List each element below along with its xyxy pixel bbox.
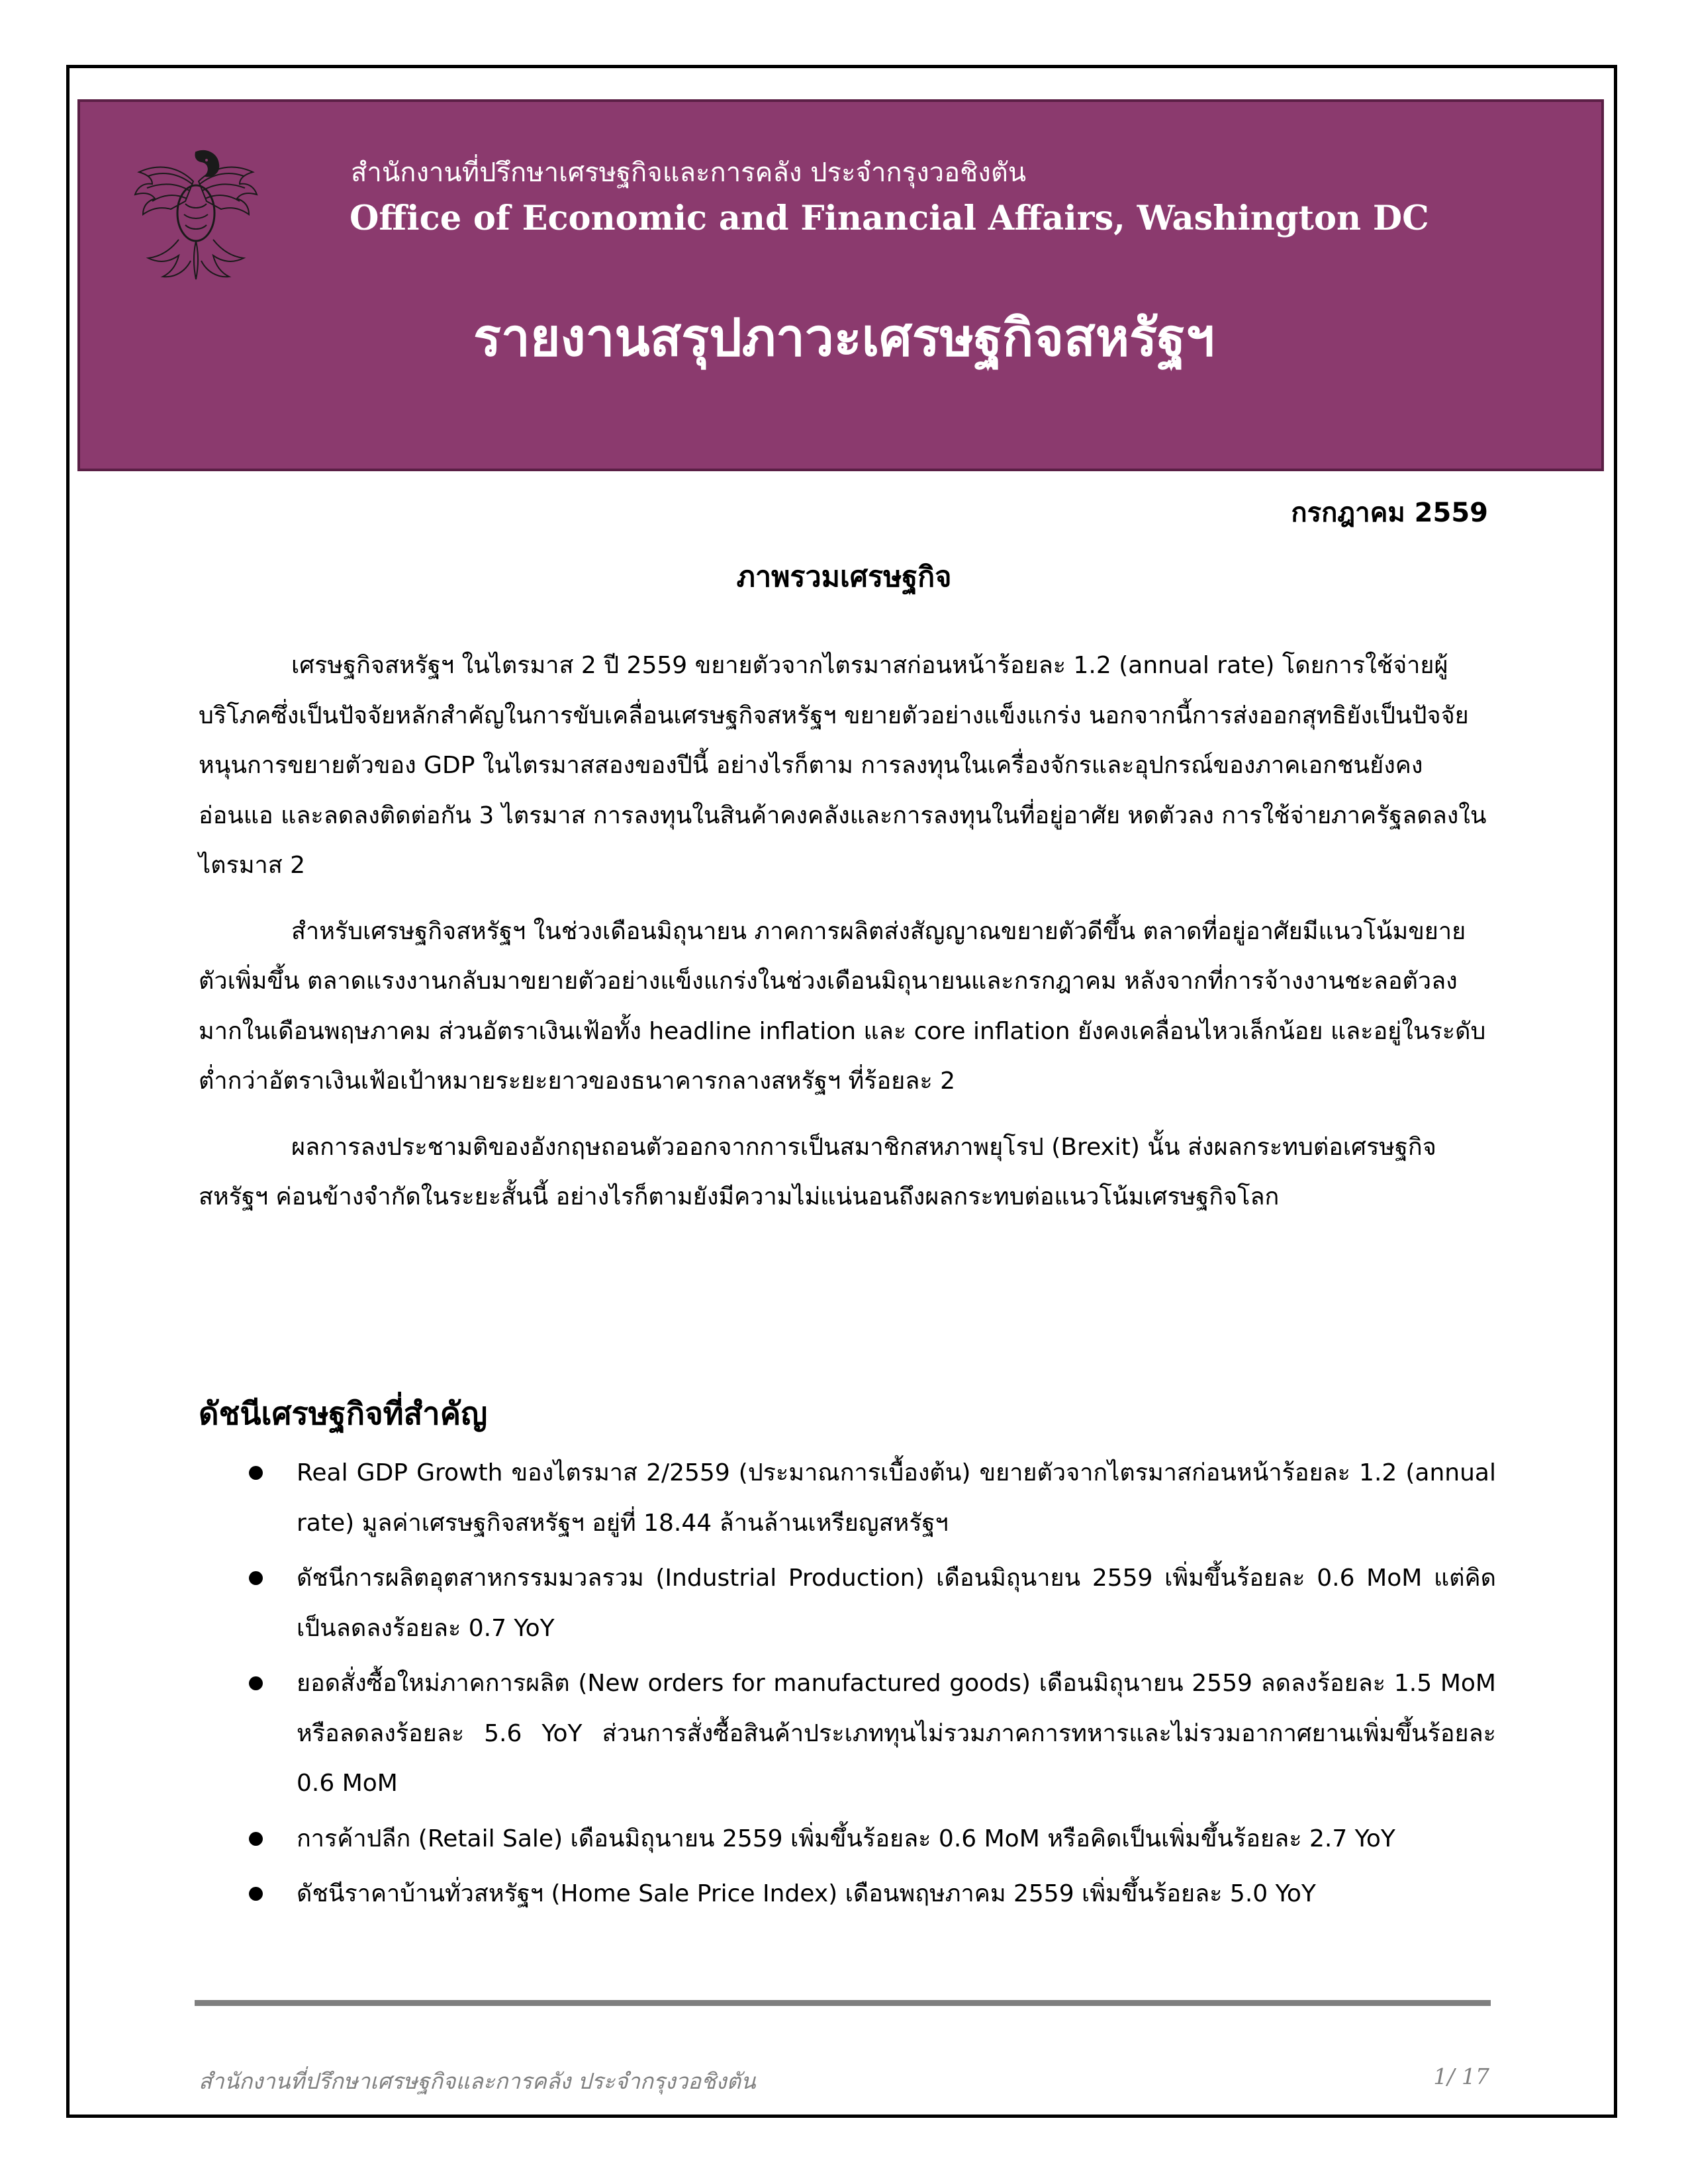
report-date: กรกฎาคม 2559 <box>1291 498 1488 528</box>
report-title: รายงานสรุปภาวะเศรษฐกิจสหรัฐฯ <box>473 308 1215 368</box>
indicator-text: ดัชนีราคาบ้านทั่วสหรัฐฯ (Home Sale Price Index) เดือนพฤษภาคม 2559 เพิ่มขึ้นร้อยละ 5.0 YoY <box>297 1880 1316 1907</box>
indicator-text: ดัชนีการผลิตอุตสาหกรรมมวลรวม (Industrial Production) เดือนมิถุนายน 2559 เพิ่มขึ้นร้อยละ 0.6 MoM แต่คิดเป็นลดลงร้อยละ 0.7 YoY <box>297 1565 1496 1642</box>
indicator-item <box>199 1553 1496 1653</box>
indicator-item <box>199 1869 1496 1919</box>
page-number: 1/ 17 <box>1433 2064 1489 2089</box>
overview-paragraph: สำหรับเศรษฐกิจสหรัฐฯ ในช่วงเดือนมิถุนายน ภาคการผลิตส่งสัญญาณขยายตัวดีขึ้น ตลาดที่อยู่อาศัยมีแนวโน้มขยายตัวเพิ่มขึ้น ตลาดแรงงานกลับมาขยายตัวอย่างแข็งแกร่งในช่วงเดือนมิถุนายนและกรกฎาคม หลังจากที่การจ้างงานชะลอตัวลงมากในเดือนพฤษภาคม ส่วนอัตราเงินเฟ้อทั้ง headline inflation และ core inflation ยังคงเคลื่อนไหวเล็กน้อย และอยู่ในระดับต่ำกว่าอัตราเงินเฟ้อเป้าหมายระยะยาวของธนาคารกลางสหรัฐฯ ที่ร้อยละ 2 <box>199 917 1486 1095</box>
footer-org-name: สำนักงานที่ปรึกษาเศรษฐกิจและการคลัง ประจำกรุงวอชิงตัน <box>199 2068 756 2094</box>
bullet-icon <box>249 1676 263 1690</box>
indicator-item <box>199 1448 1496 1548</box>
indicator-text: การค้าปลีก (Retail Sale) เดือนมิถุนายน 2559 เพิ่มขึ้นร้อยละ 0.6 MoM หรือคิดเป็นเพิ่มขึ้นร้อยละ 2.7 YoY <box>297 1825 1395 1852</box>
bullet-icon <box>249 1466 263 1480</box>
org-name-thai: สำนักงานที่ปรึกษาเศรษฐกิจและการคลัง ประจำกรุงวอชิงตัน <box>351 158 1027 188</box>
indicator-text: ยอดสั่งซื้อใหม่ภาคการผลิต (New orders for manufactured goods) เดือนมิถุนายน 2559 ลดลงร้อยละ 1.5 MoM หรือลดลงร้อยละ 5.6 YoY ส่วนการสั่งซื้อสินค้าประเภททุนไม่รวมภาคการทหารและไม่รวมอากาศยานเพิ่มขึ้นร้อยละ 0.6 MoM <box>297 1670 1496 1797</box>
footer-divider <box>195 2000 1491 2006</box>
bullet-icon <box>249 1832 263 1846</box>
overview-paragraph: เศรษฐกิจสหรัฐฯ ในไตรมาส 2 ปี 2559 ขยายตัวจากไตรมาสก่อนหน้าร้อยละ 1.2 (annual rate) โดยการใช้จ่ายผู้บริโภคซึ่งเป็นปัจจัยหลักสำคัญในการขับเคลื่อนเศรษฐกิจสหรัฐฯ ขยายตัวอย่างแข็งแกร่ง นอกจากนี้การส่งออกสุทธิยังเป็นปัจจัยหนุนการขยายตัวของ GDP ในไตรมาสสองของปีนี้ อย่างไรก็ตาม การลงทุนในเครื่องจักรและอุปกรณ์ของภาคเอกชนยังคงอ่อนแอ และลดลงติดต่อกัน 3 ไตรมาส การลงทุนในสินค้าคงคลังและการลงทุนในที่อยู่อาศัย หดตัวลง การใช้จ่ายภาครัฐลดลงในไตรมาส 2 <box>199 652 1487 879</box>
indicator-item <box>199 1659 1496 1809</box>
garuda-emblem-icon <box>132 140 258 283</box>
indicators-heading: ดัชนีเศรษฐกิจที่สำคัญ <box>199 1396 488 1432</box>
indicators-list <box>199 1448 1496 1925</box>
overview-heading: ภาพรวมเศรษฐกิจ <box>736 561 952 594</box>
bullet-icon <box>249 1887 263 1901</box>
overview-paragraph: ผลการลงประชามติของอังกฤษถอนตัวออกจากการเป็นสมาชิกสหภาพยุโรป (Brexit) นั้น ส่งผลกระทบต่อเศรษฐกิจสหรัฐฯ ค่อนข้างจำกัดในระยะสั้นนี้ อย่างไรก็ตามยังมีความไม่แน่นอนถึงผลกระทบต่อแนวโน้มเศรษฐกิจโลก <box>199 1133 1436 1210</box>
bullet-icon <box>249 1571 263 1585</box>
overview-body <box>199 641 1489 1238</box>
org-name-english: Office of Economic and Financial Affairs, Washington DC <box>350 199 1429 238</box>
indicator-text: Real GDP Growth ของไตรมาส 2/2559 (ประมาณการเบื้องต้น) ขยายตัวจากไตรมาสก่อนหน้าร้อยละ 1.2 (annual rate) มูลค่าเศรษฐกิจสหรัฐฯ อยู่ที่ 18.44 ล้านล้านเหรียญสหรัฐฯ <box>297 1459 1496 1537</box>
indicator-item <box>199 1814 1496 1864</box>
